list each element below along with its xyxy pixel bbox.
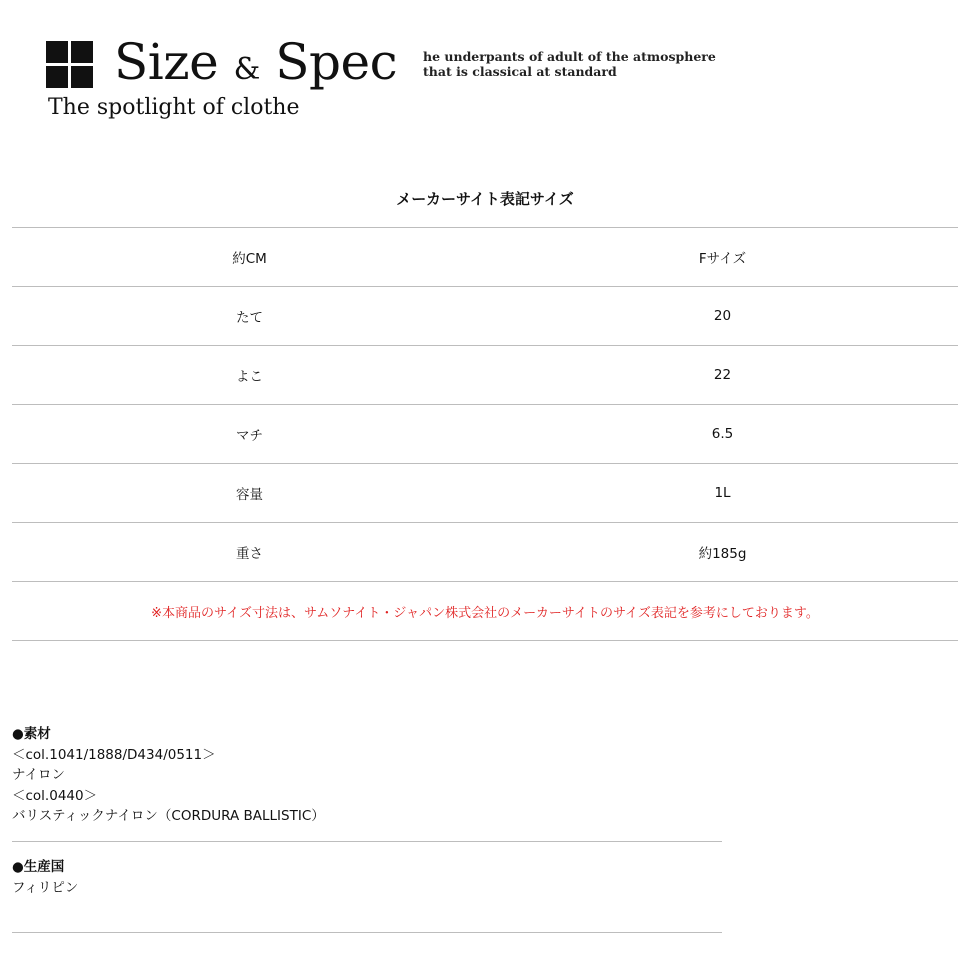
material-heading: ●素材 (12, 726, 51, 742)
origin-heading: ●生産国 (12, 859, 65, 875)
logo-grid-icon (46, 41, 93, 88)
table-row (12, 523, 958, 582)
size-note: ※本商品のサイズ寸法は、サムソナイト・ジャパン株式会社のメーカーサイトのサイズ表記を参考にしております。 (12, 582, 958, 641)
material-line: ＜col.0440＞ (12, 787, 98, 804)
material-line: バリスティックナイロン（CORDURA BALLISTIC） (12, 808, 325, 824)
table-header-cell: 約CM (232, 251, 267, 267)
table-label-cell: たて (236, 310, 263, 326)
table-row (12, 287, 958, 346)
material-line: ナイロン (12, 767, 66, 783)
material-section (12, 724, 722, 827)
table-value-cell: 20 (713, 308, 732, 324)
table-header-row (12, 228, 958, 287)
table-label-cell: 容量 (236, 487, 263, 503)
size-table-title: メーカーサイト表記サイズ (396, 190, 574, 208)
table-row (12, 464, 958, 523)
origin-line: フィリピン (12, 879, 79, 896)
table-value-cell: 22 (713, 367, 732, 383)
tagline-line: he underpants of adult of the atmosphere (423, 49, 716, 64)
logo-subtitle: The spotlight of clothe (48, 95, 300, 120)
material-line: ＜col.1041/1888/D434/0511＞ (12, 746, 216, 763)
table-header-cell: Fサイズ (698, 251, 747, 267)
table-row (12, 405, 958, 464)
tagline-line: that is classical at standard (423, 64, 617, 79)
origin-section (12, 857, 722, 898)
table-row (12, 346, 958, 405)
logo-title: Size & Spec (114, 33, 398, 91)
section-divider (12, 841, 722, 842)
table-value-cell: 6.5 (711, 426, 734, 442)
tagline (423, 49, 716, 79)
section-divider (12, 932, 722, 933)
size-table (12, 227, 958, 641)
table-label-cell: マチ (236, 428, 263, 444)
table-value-cell: 1L (714, 485, 731, 501)
table-label-cell: 重さ (236, 546, 263, 562)
table-label-cell: よこ (236, 369, 263, 385)
table-value-cell: 約185g (698, 546, 747, 562)
